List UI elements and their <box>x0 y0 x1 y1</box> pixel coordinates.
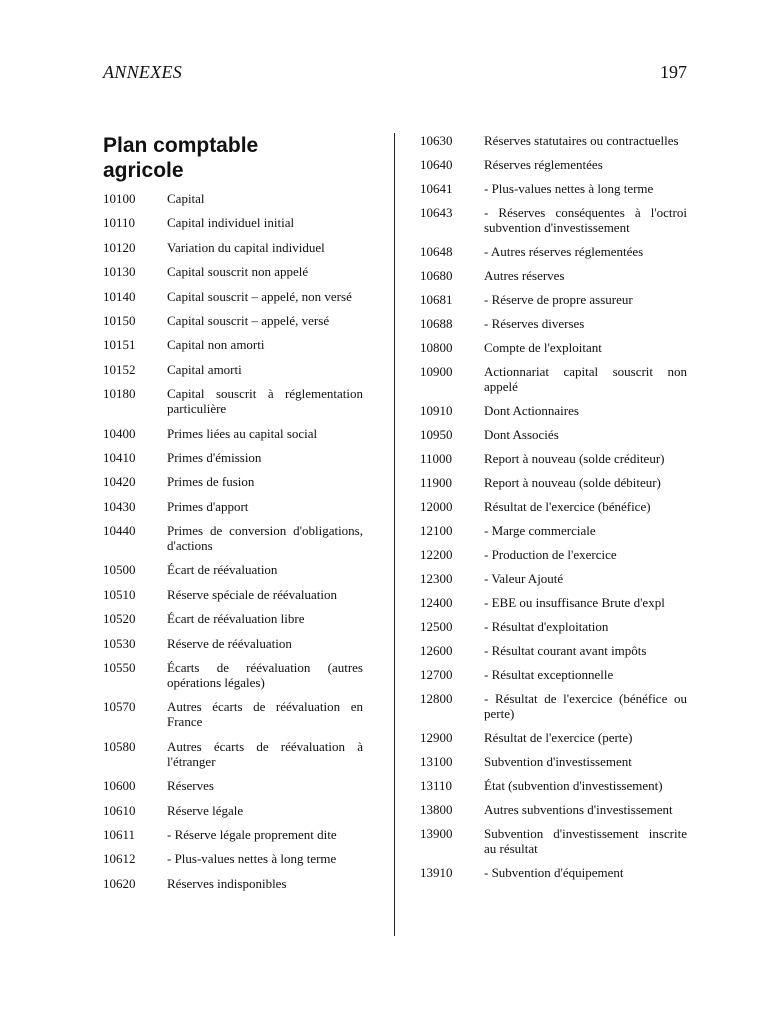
account-label: Primes liées au capital social <box>167 425 318 441</box>
account-label: Capital souscrit non appelé <box>167 264 309 280</box>
section-title: Plan comptable agricole <box>103 134 259 182</box>
account-entry <box>103 778 363 793</box>
account-label: Capital souscrit à réglementation particulière <box>167 386 363 417</box>
account-entry <box>420 667 687 682</box>
account-entry <box>420 619 687 634</box>
account-label: Compte de l'exploitant <box>484 340 602 355</box>
account-code: 10900 <box>420 364 453 379</box>
account-code: 10440 <box>103 523 136 539</box>
account-entry <box>420 475 687 490</box>
account-code: 11900 <box>420 475 453 490</box>
account-code: 11000 <box>420 451 453 466</box>
account-code: 10140 <box>103 288 136 304</box>
account-entry <box>420 865 687 880</box>
account-label: Capital individuel initial <box>167 215 295 231</box>
account-label: - Résultat courant avant impôts <box>484 643 647 658</box>
account-code: 10420 <box>103 474 136 490</box>
account-code: 12100 <box>420 523 453 538</box>
account-entry <box>420 133 687 148</box>
account-code: 10640 <box>420 157 453 172</box>
account-label: Autres réserves <box>484 268 565 283</box>
account-code: 10110 <box>103 215 136 231</box>
account-code: 10410 <box>103 449 136 465</box>
account-entry <box>103 386 363 416</box>
account-label: Autres écarts de réévaluation à l'étranger <box>167 738 363 769</box>
account-entry <box>420 205 687 235</box>
account-entry <box>420 340 687 355</box>
account-entry <box>420 427 687 442</box>
account-code: 10620 <box>103 875 136 891</box>
account-label: - Autres réserves réglementées <box>484 244 644 259</box>
account-entry <box>420 643 687 658</box>
account-code: 12900 <box>420 730 453 745</box>
account-entry <box>103 876 363 891</box>
page-header <box>103 62 687 86</box>
account-label: Variation du capital individuel <box>167 239 325 255</box>
account-code: 12300 <box>420 571 453 586</box>
account-entry <box>420 316 687 331</box>
running-title: ANNEXES <box>103 62 183 82</box>
account-entry <box>103 215 363 230</box>
account-entry <box>420 292 687 307</box>
account-entry <box>420 802 687 817</box>
account-code: 10152 <box>103 361 136 377</box>
account-label: - EBE ou insuffisance Brute d'expl <box>484 595 665 610</box>
account-entry <box>420 730 687 745</box>
account-entry <box>420 451 687 466</box>
account-code: 10800 <box>420 340 453 355</box>
account-label: Capital souscrit – appelé, versé <box>167 312 330 328</box>
account-code: 13910 <box>420 865 453 880</box>
account-entry <box>103 587 363 602</box>
account-code: 10500 <box>103 562 136 578</box>
account-entry <box>103 426 363 441</box>
account-label: Capital <box>167 191 205 206</box>
account-label: État (subvention d'investissement) <box>484 778 663 793</box>
account-entry <box>103 851 363 866</box>
account-code: 10612 <box>103 851 136 867</box>
account-code: 10910 <box>420 403 453 418</box>
account-label: Écarts de réévaluation (autres opérations légales) <box>167 660 363 691</box>
account-code: 10610 <box>103 802 136 818</box>
account-entry <box>103 264 363 279</box>
account-code: 10611 <box>103 826 136 842</box>
account-entry <box>103 474 363 489</box>
account-label: - Réserves conséquentes à l'octroi subvention d'investissement <box>484 205 687 235</box>
account-label: - Subvention d'équipement <box>484 865 624 880</box>
account-label: Réserves réglementées <box>484 157 603 172</box>
account-label: Résultat de l'exercice (perte) <box>484 730 633 745</box>
account-code: 10643 <box>420 205 453 220</box>
account-entry <box>420 181 687 196</box>
account-label: Résultat de l'exercice (bénéfice) <box>484 499 651 514</box>
account-entry <box>420 778 687 793</box>
account-code: 12700 <box>420 667 453 682</box>
account-code: 12800 <box>420 691 453 706</box>
account-label: - Valeur Ajouté <box>484 571 564 586</box>
account-entry <box>103 289 363 304</box>
account-code: 10510 <box>103 586 136 602</box>
account-label: Écart de réévaluation <box>167 562 278 578</box>
account-label: Réserve légale <box>167 802 244 818</box>
left-column <box>103 133 363 900</box>
account-entry <box>103 191 363 206</box>
account-entry <box>103 362 363 377</box>
account-entry <box>103 660 363 690</box>
left-entry-list <box>103 191 363 891</box>
account-entry <box>420 157 687 172</box>
account-label: Capital non amorti <box>167 337 265 353</box>
account-label: Dont Actionnaires <box>484 403 579 418</box>
account-label: - Plus-values nettes à long terme <box>167 851 337 867</box>
page-number: 197 <box>660 62 687 82</box>
account-entry <box>103 699 363 729</box>
account-code: 12400 <box>420 595 453 610</box>
account-entry <box>420 691 687 721</box>
account-code: 13100 <box>420 754 453 769</box>
account-label: Primes d'apport <box>167 498 249 514</box>
account-label: Autres écarts de réévaluation en France <box>167 699 363 730</box>
account-code: 10180 <box>103 386 136 402</box>
account-label: - Réserve légale proprement dite <box>167 826 337 842</box>
account-label: Report à nouveau (solde créditeur) <box>484 451 665 466</box>
account-code: 10570 <box>103 699 136 715</box>
account-entry <box>103 450 363 465</box>
account-code: 12000 <box>420 499 453 514</box>
account-code: 10120 <box>103 239 136 255</box>
account-code: 13800 <box>420 802 453 817</box>
account-code: 10550 <box>103 660 136 676</box>
account-label: Dont Associés <box>484 427 559 442</box>
account-code: 10530 <box>103 635 136 651</box>
account-label: Primes d'émission <box>167 449 262 465</box>
account-entry <box>103 827 363 842</box>
account-entry <box>420 499 687 514</box>
account-label: Capital amorti <box>167 361 242 377</box>
account-label: Autres subventions d'investissement <box>484 802 673 817</box>
account-entry <box>103 313 363 328</box>
account-code: 10580 <box>103 738 136 754</box>
account-code: 13110 <box>420 778 453 793</box>
account-label: - Résultat exceptionnelle <box>484 667 614 682</box>
column-divider <box>394 133 395 936</box>
account-code: 10130 <box>103 264 136 280</box>
right-column <box>420 133 687 889</box>
account-code: 13900 <box>420 826 453 841</box>
account-code: 10600 <box>103 778 136 794</box>
account-label: Report à nouveau (solde débiteur) <box>484 475 661 490</box>
account-entry <box>420 547 687 562</box>
account-label: Actionnariat capital souscrit non appelé <box>484 364 687 394</box>
account-entry <box>420 523 687 538</box>
account-label: Subvention d'investissement <box>484 754 632 769</box>
account-code: 10630 <box>420 133 453 148</box>
account-label: Subvention d'investissement inscrite au résultat <box>484 826 687 856</box>
account-code: 10641 <box>420 181 453 196</box>
account-entry <box>103 240 363 255</box>
account-label: - Réserves diverses <box>484 316 585 331</box>
account-code: 10150 <box>103 312 136 328</box>
account-label: - Production de l'exercice <box>484 547 617 562</box>
account-label: Réserves indisponibles <box>167 875 287 891</box>
account-entry <box>420 754 687 769</box>
account-code: 10520 <box>103 611 136 627</box>
account-code: 10681 <box>420 292 453 307</box>
account-code: 12200 <box>420 547 453 562</box>
account-entry <box>420 244 687 259</box>
account-code: 12500 <box>420 619 453 634</box>
account-code: 10688 <box>420 316 453 331</box>
account-label: Écart de réévaluation libre <box>167 611 305 627</box>
account-label: Réserve de réévaluation <box>167 635 292 651</box>
account-code: 10400 <box>103 425 136 441</box>
account-label: - Résultat de l'exercice (bénéfice ou perte) <box>484 691 687 721</box>
account-entry <box>420 403 687 418</box>
account-label: Primes de fusion <box>167 474 255 490</box>
account-label: Primes de conversion d'obligations, d'actions <box>167 523 363 554</box>
account-label: - Marge commerciale <box>484 523 596 538</box>
account-code: 10430 <box>103 498 136 514</box>
account-entry <box>103 739 363 769</box>
account-code: 12600 <box>420 643 453 658</box>
account-code: 10950 <box>420 427 453 442</box>
account-entry <box>103 499 363 514</box>
account-entry <box>420 571 687 586</box>
account-entry <box>420 364 687 394</box>
account-entry <box>103 636 363 651</box>
account-entry <box>420 595 687 610</box>
account-code: 10648 <box>420 244 453 259</box>
account-label: - Réserve de propre assureur <box>484 292 633 307</box>
account-label: Réserves <box>167 778 214 794</box>
account-code: 10151 <box>103 337 136 353</box>
account-entry <box>103 562 363 577</box>
account-code: 10680 <box>420 268 453 283</box>
account-label: - Résultat d'exploitation <box>484 619 609 634</box>
account-entry <box>103 611 363 626</box>
account-label: Capital souscrit – appelé, non versé <box>167 288 352 304</box>
account-entry <box>103 337 363 352</box>
account-entry <box>103 803 363 818</box>
account-label: - Plus-values nettes à long terme <box>484 181 654 196</box>
account-entry <box>420 268 687 283</box>
right-entry-list <box>420 133 687 880</box>
account-entry <box>103 523 363 553</box>
account-entry <box>420 826 687 856</box>
account-code: 10100 <box>103 191 136 206</box>
account-label: Réserve spéciale de réévaluation <box>167 586 337 602</box>
account-label: Réserves statutaires ou contractuelles <box>484 133 679 148</box>
